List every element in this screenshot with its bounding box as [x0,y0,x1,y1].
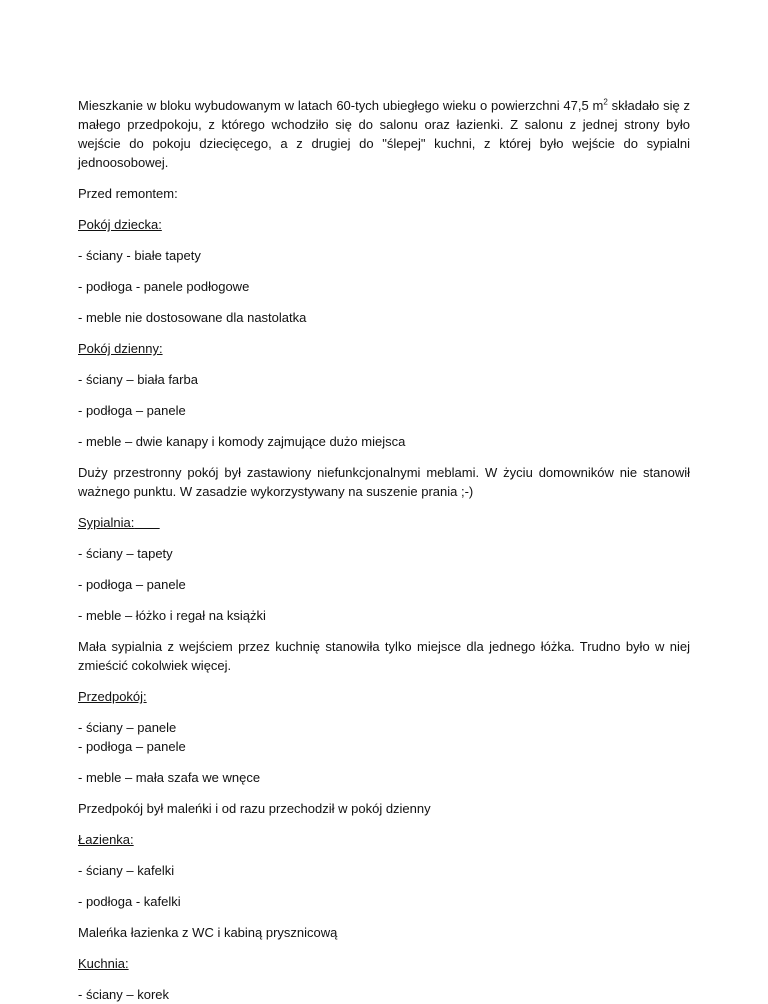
list-item: - ściany – panele [78,720,177,735]
list-item: - meble – mała szafa we wnęce [78,770,261,785]
list-item: - ściany – tapety [78,546,173,561]
list-item: - podłoga - kafelki [78,894,181,909]
intro-text-start: Mieszkanie w bloku wybudowanym w latach 60-tych ubiegłego wieku o powierzchni 47,5 m [78,98,604,113]
section-heading-bathroom: Łazienka: [78,832,134,847]
list-item: - ściany – biała farba [78,372,198,387]
list-item: - meble – łóżko i regał na książki [78,608,266,623]
list-item: - meble – dwie kanapy i komody zajmujące dużo miejsca [78,434,406,449]
intro-text-end: składało się z małego przedpokoju, z którego wchodziło się do salonu oraz łazienki. Z salonu z jednej strony było wejście do pokoju dziecięcego, a z drugiej do "ślepej" kuchni, z której było wejście do sypialni jednoosobowej. [78,98,690,170]
section-description-bedroom: Mała sypialnia z wejściem przez kuchnię stanowiła tylko miejsce dla jednego łóżka. Trudno było w niej zmieścić cokolwiek więcej. [78,639,690,673]
section-heading-hallway: Przedpokój: [78,689,147,704]
list-item: - podłoga – panele [78,403,186,418]
list-item: - podłoga – panele [78,577,186,592]
list-item: - ściany - białe tapety [78,248,201,263]
section-description-hallway: Przedpokój był maleńki i od razu przechodził w pokój dzienny [78,801,431,816]
list-item: - podłoga – panele [78,739,186,754]
list-item: - ściany – kafelki [78,863,175,878]
area-unit-superscript: 2 [603,97,608,107]
intro-paragraph [78,96,690,172]
section-heading-kitchen: Kuchnia: [78,956,129,971]
before-renovation-label: Przed remontem: [78,186,178,201]
section-heading-child-room: Pokój dziecka: [78,217,162,232]
list-item: - podłoga - panele podłogowe [78,279,250,294]
section-description-bathroom: Maleńka łazienka z WC i kabiną prysznicową [78,925,338,940]
section-heading-living-room: Pokój dzienny: [78,341,163,356]
section-description-living-room: Duży przestronny pokój był zastawiony niefunkcjonalnymi meblami. W życiu domowników nie stanowił ważnego punktu. W zasadzie wykorzystywany na suszenie prania ;-) [78,465,690,499]
section-heading-bedroom: Sypialnia: [78,515,135,530]
list-item: - meble nie dostosowane dla nastolatka [78,310,307,325]
list-item: - ściany – korek [78,987,170,1002]
